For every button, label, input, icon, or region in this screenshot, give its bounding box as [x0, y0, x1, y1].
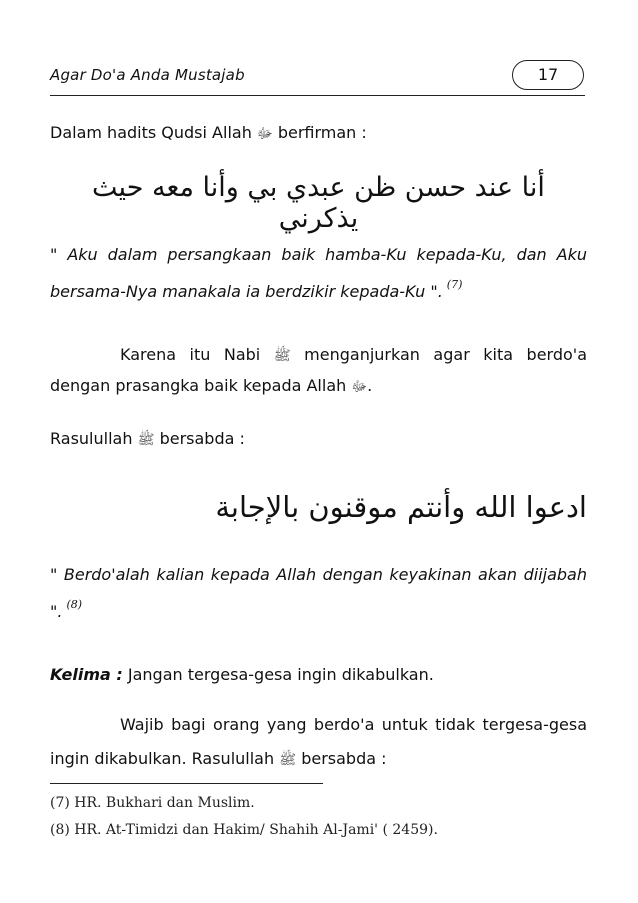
arabic-verse-2: ادعوا الله وأنتم موقنون بالإجابة	[215, 490, 587, 524]
quote-text: " Aku dalam persangkaan baik hamba-Ku kepada-Ku, dan Aku bersama-Nya manakala ia berdzikir kepada-Ku ".	[50, 245, 587, 301]
paragraph-kelima	[50, 660, 587, 690]
arabic-verse-1: أنا عند حسن ظن عبدي بي وأنا معه حيث يذكرني	[92, 172, 545, 234]
text: Rasulullah	[50, 429, 138, 448]
paragraph-wajib	[50, 708, 587, 777]
paragraph-rasulullah-bersabda	[50, 424, 587, 455]
footnote-ref-8: (8)	[66, 598, 83, 611]
text: .	[367, 376, 373, 395]
swt-honorific-icon: ﷻ	[256, 126, 273, 142]
paragraph-hadits-translation-1	[50, 240, 587, 307]
header-title: Agar Do'a Anda Mustajab	[50, 66, 245, 84]
text: bersabda :	[296, 749, 387, 768]
swt-honorific-icon: ﷻ	[351, 379, 368, 395]
text: berfirman :	[272, 123, 367, 142]
text: menganjurkan agar kita berdo'a dengan prasangka baik kepada Allah	[50, 345, 587, 395]
footnote-divider	[50, 783, 323, 784]
footnote-8: (8) HR. At-Timidzi dan Hakim/ Shahih Al-Jami' ( 2459).	[50, 822, 438, 838]
paragraph-hadits-translation-2	[50, 560, 587, 627]
saw-honorific-icon: ﷺ	[273, 348, 291, 364]
text: Dalam hadits Qudsi Allah	[50, 123, 257, 142]
paragraph-hadits-qudsi-intro	[50, 118, 587, 149]
saw-honorific-icon: ﷺ	[137, 432, 155, 448]
page-number-badge: 17	[512, 60, 584, 90]
quote-text: " Berdo'alah kalian kepada Allah dengan keyakinan akan diijabah ".	[50, 565, 587, 621]
saw-honorific-icon: ﷺ	[279, 752, 297, 768]
footnote-7: (7) HR. Bukhari dan Muslim.	[50, 795, 255, 811]
text: bersabda :	[154, 429, 245, 448]
text: Wajib bagi orang yang berdo'a untuk tidak tergesa-gesa ingin dikabulkan. Rasulullah	[50, 715, 587, 768]
paragraph-karena-itu	[50, 340, 587, 402]
text: Jangan tergesa-gesa ingin dikabulkan.	[122, 665, 434, 684]
section-label: Kelima :	[50, 665, 123, 684]
footnote-ref-7: (7)	[446, 278, 463, 291]
header-divider	[50, 95, 585, 96]
text: Karena itu Nabi	[120, 345, 274, 364]
